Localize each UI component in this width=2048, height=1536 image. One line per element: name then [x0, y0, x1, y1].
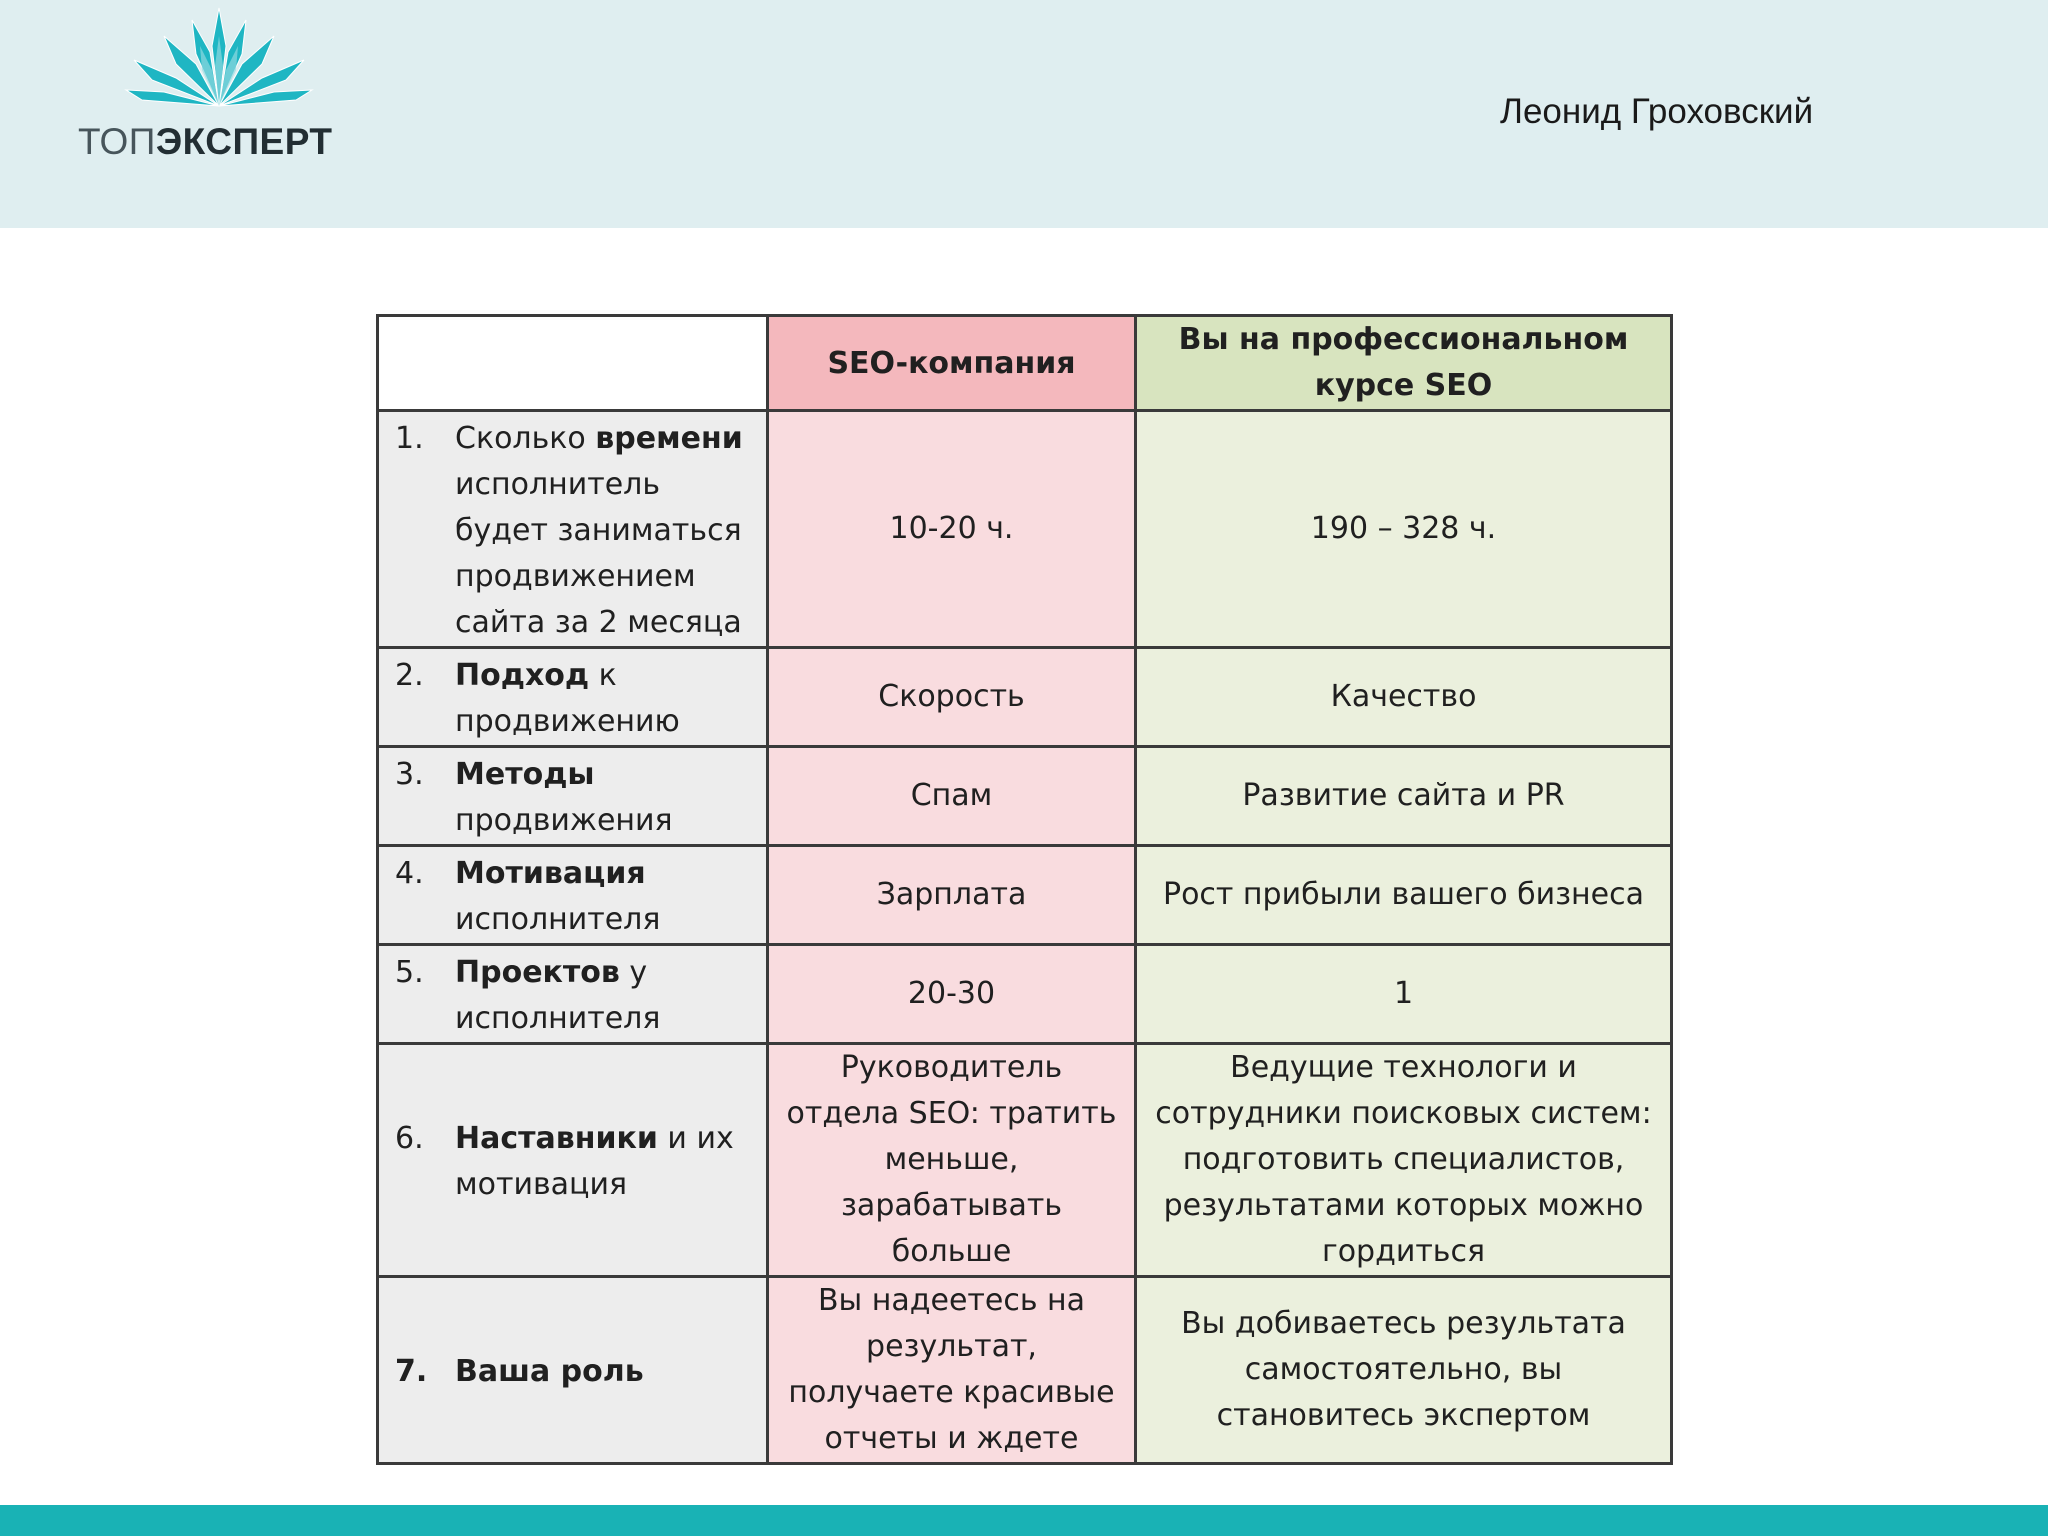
seo-company-cell	[768, 846, 1136, 945]
row-number: 2.	[395, 658, 424, 693]
course-answer: 1	[1393, 976, 1414, 1011]
course-cell	[1136, 648, 1672, 747]
course-answer: Развитие сайта и PR	[1242, 778, 1565, 813]
question-cell	[378, 945, 768, 1044]
question-text	[455, 752, 756, 844]
question-text	[455, 1116, 756, 1208]
table-row	[378, 945, 1672, 1044]
header-seo-company: SEO-компания	[768, 316, 1136, 411]
course-answer: Качество	[1330, 679, 1477, 714]
table-row	[378, 747, 1672, 846]
row-number: 7.	[395, 1354, 428, 1389]
question-keyword: Наставники	[455, 1121, 658, 1156]
author-name: Леонид Гроховский	[1500, 92, 1814, 131]
seo-company-cell	[768, 411, 1136, 648]
seo-company-answer: Руководитель отдела SEO: тратить меньше, зарабатывать больше	[786, 1050, 1117, 1269]
course-cell	[1136, 846, 1672, 945]
course-cell	[1136, 411, 1672, 648]
question-keyword: Подход	[455, 658, 590, 693]
seo-company-answer: Спам	[910, 778, 993, 813]
seo-company-cell	[768, 747, 1136, 846]
table-row	[378, 1044, 1672, 1277]
row-number: 3.	[395, 757, 424, 792]
question-keyword: Ваша роль	[455, 1354, 644, 1389]
question-text	[455, 653, 756, 745]
seo-company-answer: 10-20 ч.	[889, 511, 1014, 546]
header-empty-cell	[378, 316, 768, 411]
question-keyword: Мотивация	[455, 856, 646, 891]
question-suffix: у исполнителя	[455, 955, 661, 1036]
question-cell	[378, 1277, 768, 1464]
logo-wordmark	[78, 123, 333, 160]
question-text	[455, 1349, 756, 1395]
question-text	[455, 851, 756, 943]
seo-company-cell	[768, 1044, 1136, 1277]
question-suffix: продвижения	[455, 803, 673, 838]
header-professional-course	[1136, 316, 1672, 411]
topexpert-logo	[74, 6, 364, 166]
seo-company-answer: Вы надеетесь на результат, получаете красивые отчеты и ждете	[788, 1283, 1115, 1456]
crystal-logo-icon	[124, 6, 314, 110]
course-answer: Рост прибыли вашего бизнеса	[1162, 877, 1645, 912]
question-cell	[378, 1044, 768, 1277]
row-number: 4.	[395, 856, 424, 891]
question-keyword: Проектов	[455, 955, 620, 990]
seo-company-cell	[768, 648, 1136, 747]
question-cell	[378, 747, 768, 846]
row-number: 1.	[395, 421, 424, 456]
table-row	[378, 1277, 1672, 1464]
question-keyword: Методы	[455, 757, 595, 792]
seo-company-answer: Скорость	[878, 679, 1025, 714]
course-cell	[1136, 945, 1672, 1044]
seo-company-answer: Зарплата	[876, 877, 1027, 912]
table-row	[378, 648, 1672, 747]
question-suffix: к продвижению	[455, 658, 680, 739]
course-answer: 190 – 328 ч.	[1310, 511, 1497, 546]
question-prefix: Сколько	[455, 421, 596, 456]
logo-text-thin: ТОП	[78, 121, 156, 162]
comparison-table	[376, 314, 1673, 1465]
footer-bar	[0, 1505, 2048, 1536]
logo-text-bold: ЭКСПЕРТ	[155, 121, 333, 162]
question-text	[455, 416, 756, 646]
course-cell	[1136, 1044, 1672, 1277]
question-text	[455, 950, 756, 1042]
seo-company-cell	[768, 1277, 1136, 1464]
seo-company-answer: 20-30	[907, 976, 996, 1011]
table-row	[378, 846, 1672, 945]
course-cell	[1136, 747, 1672, 846]
table-row	[378, 411, 1672, 648]
row-number: 5.	[395, 955, 424, 990]
slide-header	[0, 0, 2048, 228]
question-suffix: исполнитель будет заниматься продвижением сайта за 2 месяца	[455, 467, 742, 640]
row-number: 6.	[395, 1121, 424, 1156]
question-cell	[378, 846, 768, 945]
question-suffix: и их мотивация	[455, 1121, 734, 1202]
seo-company-cell	[768, 945, 1136, 1044]
header-course-line2: курсе SEO	[1314, 368, 1493, 403]
question-suffix: исполнителя	[455, 902, 661, 937]
course-cell	[1136, 1277, 1672, 1464]
question-cell	[378, 648, 768, 747]
header-course-line1: Вы на профессиональном	[1178, 322, 1629, 357]
question-cell	[378, 411, 768, 648]
course-answer: Ведущие технологи и сотрудники поисковых систем: подготовить специалистов, результатами которых можно гордиться	[1155, 1050, 1652, 1269]
header-row	[378, 316, 1672, 411]
question-keyword: времени	[595, 421, 743, 456]
course-answer: Вы добиваетесь результата самостоятельно, вы становитесь экспертом	[1181, 1306, 1626, 1433]
